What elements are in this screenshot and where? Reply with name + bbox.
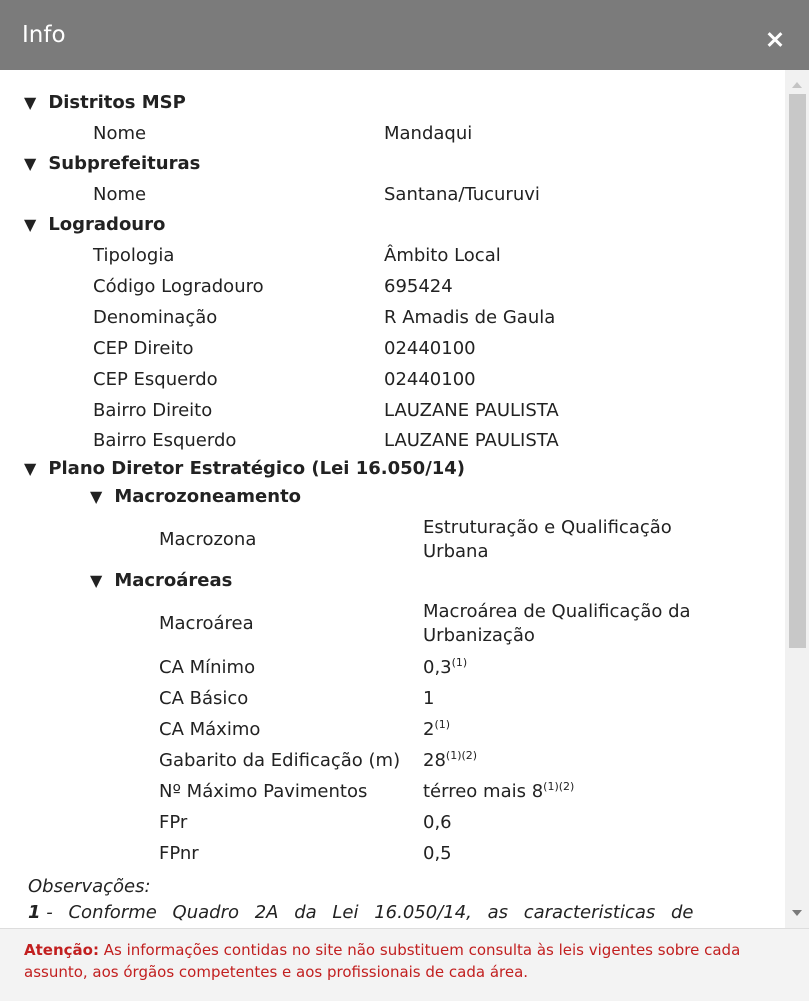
- section-subprefeituras-header[interactable]: [24, 153, 200, 175]
- field-label: CA Básico: [159, 688, 249, 709]
- section-title: Logradouro: [48, 214, 166, 235]
- collapse-triangle-icon: ▼: [90, 571, 103, 590]
- vertical-scrollbar[interactable]: [785, 70, 809, 928]
- section-title: Plano Diretor Estratégico (Lei 16.050/14): [48, 458, 466, 479]
- footnote-ref: (1): [451, 656, 468, 669]
- field-value: $28^{(1)(2)}$: [423, 749, 478, 771]
- observacoes-title: Observações:: [28, 876, 151, 897]
- section-title: Subprefeituras: [48, 153, 201, 174]
- subsection-title: Macrozoneamento: [114, 486, 302, 507]
- collapse-triangle-icon: ▼: [24, 154, 37, 173]
- field-label: Bairro Esquerdo: [93, 430, 237, 451]
- field-value: 0,6: [423, 812, 452, 833]
- disclaimer-text: [24, 939, 784, 983]
- note-text: - Conforme Quadro 2A da Lei 16.050/14, as caracteristicas de: [46, 902, 694, 923]
- field-label: Nome: [93, 184, 147, 205]
- footnote-ref: (1)(2): [445, 749, 478, 762]
- subsection-macroareas-header[interactable]: [90, 570, 232, 592]
- field-value-line: Macroárea de Qualificação da: [423, 601, 691, 622]
- field-value: térreo mais $8^{(1)(2)}$: [423, 780, 575, 802]
- field-label: Denominação: [93, 307, 218, 328]
- warning-label: Atenção:: [24, 941, 99, 959]
- field-label: FPr: [159, 812, 188, 833]
- field-value: 695424: [384, 276, 453, 297]
- dialog-header: [0, 0, 809, 70]
- collapse-triangle-icon: ▼: [24, 93, 37, 112]
- subsection-macrozoneamento-header[interactable]: [90, 486, 301, 508]
- field-value: 0,3$^{(1)}$: [423, 656, 468, 678]
- note-number: 1: [28, 902, 41, 923]
- field-label: CEP Direito: [93, 338, 194, 359]
- field-value: Âmbito Local: [384, 245, 501, 266]
- field-value: LAUZANE PAULISTA: [384, 430, 559, 451]
- info-content: [0, 70, 785, 928]
- field-value: 1: [423, 688, 435, 709]
- warning-text: As informações contidas no site não substituem consulta às leis vigentes sobre cada assunto, aos órgãos competentes e aos profissionais de cada área.: [24, 941, 741, 981]
- field-value: Mandaqui: [384, 123, 473, 144]
- field-label: Nome: [93, 123, 147, 144]
- field-label: Nº Máximo Pavimentos: [159, 781, 368, 802]
- scroll-up-arrow-icon[interactable]: [792, 82, 802, 88]
- field-value-line: Urbanização: [423, 625, 535, 646]
- field-label: Macrozona: [159, 529, 257, 550]
- field-label: CEP Esquerdo: [93, 369, 218, 390]
- field-value: 2$^{(1)}$: [423, 718, 451, 740]
- section-title: Distritos MSP: [48, 92, 186, 113]
- field-label: Código Logradouro: [93, 276, 264, 297]
- dialog-title: Info: [22, 22, 66, 48]
- field-value: Santana/Tucuruvi: [384, 184, 540, 205]
- collapse-triangle-icon: ▼: [24, 459, 37, 478]
- scrollbar-thumb[interactable]: [789, 94, 806, 648]
- field-value: 0,5: [423, 843, 452, 864]
- field-value: 02440100: [384, 338, 476, 359]
- field-label: Tipologia: [93, 245, 175, 266]
- close-icon[interactable]: [765, 30, 785, 50]
- section-distritos-header[interactable]: [24, 92, 186, 114]
- section-logradouro-header[interactable]: [24, 214, 165, 236]
- field-label: Gabarito da Edificação (m): [159, 750, 401, 771]
- field-label: Macroárea: [159, 613, 254, 634]
- footnote-ref: (1): [434, 718, 451, 731]
- disclaimer-footer: [0, 928, 809, 1001]
- collapse-triangle-icon: ▼: [24, 215, 37, 234]
- field-label: FPnr: [159, 843, 199, 864]
- section-plano-header[interactable]: [24, 458, 465, 480]
- footnote-ref: (1)(2): [543, 780, 575, 793]
- collapse-triangle-icon: ▼: [90, 487, 103, 506]
- subsection-title: Macroáreas: [114, 570, 233, 591]
- field-value: R Amadis de Gaula: [384, 307, 556, 328]
- field-value: LAUZANE PAULISTA: [384, 400, 559, 421]
- field-value: 02440100: [384, 369, 476, 390]
- field-label: CA Máximo: [159, 719, 261, 740]
- scroll-down-arrow-icon[interactable]: [792, 910, 802, 916]
- field-label: CA Mínimo: [159, 657, 256, 678]
- field-value-line: Urbana: [423, 541, 489, 562]
- field-value-line: Estruturação e Qualificação: [423, 517, 672, 538]
- field-label: Bairro Direito: [93, 400, 213, 421]
- observacao-note: [28, 902, 758, 924]
